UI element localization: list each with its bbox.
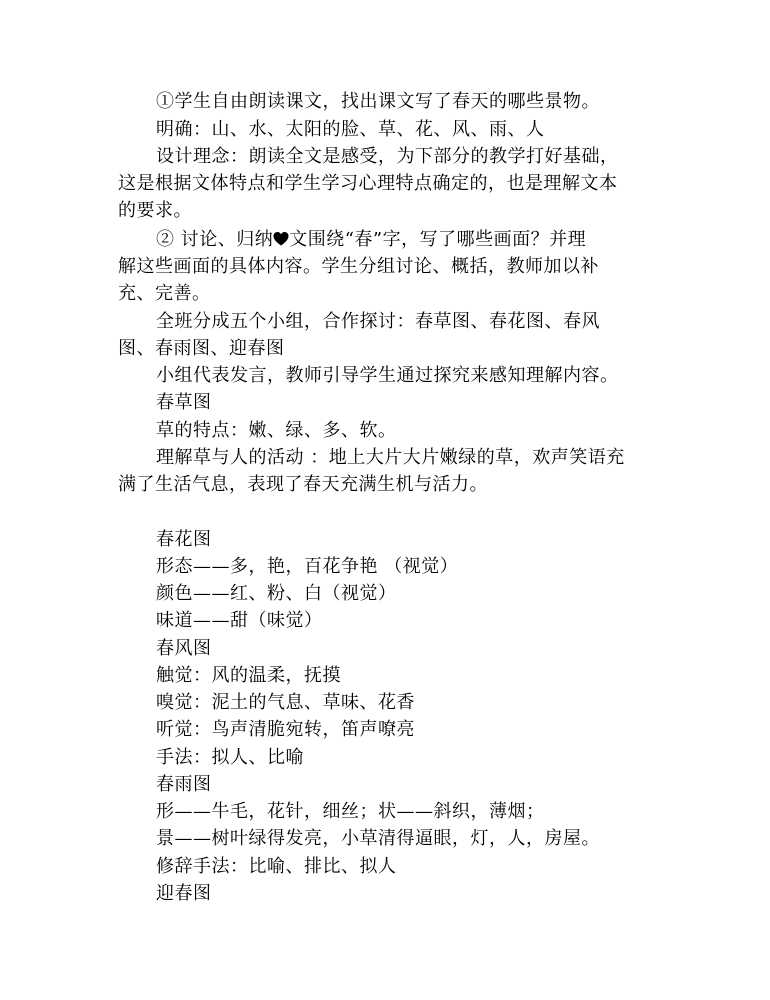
text-line: 明确：山、水、太阳的脸、草、花、风、雨、人 <box>156 119 545 140</box>
text-line: ①学生自由朗读课文，找出课文写了春天的哪些景物。 <box>156 91 600 112</box>
text-line: 理解草与人的活动 ：地上大片大片嫩绿的草，欢声笑语充 <box>156 447 625 468</box>
text-line: 迎春图 <box>156 883 212 904</box>
text-line: 形态——多，艳，百花争艳 （视觉） <box>156 556 459 577</box>
text-line: 春花图 <box>156 529 212 550</box>
text-line: 春草图 <box>156 392 212 413</box>
text-line: 这是根据文体特点和学生学习心理特点确定的，也是理解文本 <box>118 173 618 194</box>
text-line: 设计理念：朗读全文是感受，为下部分的教学打好基础， <box>156 146 619 167</box>
text-line: 的要求。 <box>118 200 192 221</box>
text-line: 草的特点：嫩、绿、多、软。 <box>156 420 397 441</box>
text-line: 景——树叶绿得发亮，小草清得逼眼，灯，人，房屋。 <box>156 828 600 849</box>
text-line: 解这些画面的具体内容。学生分组讨论、概括，教师加以补 <box>118 256 599 277</box>
text-line: 嗅觉：泥土的气息、草味、花香 <box>156 692 415 713</box>
text-line: 手法：拟人、比喻 <box>156 747 304 768</box>
text-line: 触觉：风的温柔，抚摸 <box>156 665 341 686</box>
text-line: 听觉：鸟声清脆宛转，笛声嘹亮 <box>156 719 415 740</box>
text-line: 颜色——红、粉、白（视觉） <box>156 583 397 604</box>
text-line: 满了生活气息，表现了春天充满生机与活力。 <box>118 474 488 495</box>
text-segment: 文围绕“春”字，写了哪些画面？并理 <box>289 229 587 250</box>
text-line: 形——牛毛，花针，细丝；状——斜织，薄烟； <box>156 801 545 822</box>
text-line: 小组代表发言，教师引导学生通过探究来感知理解内容。 <box>156 365 619 386</box>
text-segment: ② 讨论、归纳 <box>156 229 274 250</box>
text-line: 全班分成五个小组，合作探讨：春草图、春花图、春风 <box>156 311 600 332</box>
text-line: 春风图 <box>156 638 212 659</box>
heart-icon <box>273 231 289 247</box>
text-line: 味道——甜（味觉） <box>156 610 323 631</box>
text-line: 春雨图 <box>156 774 212 795</box>
text-line: 修辞手法：比喻、排比、拟人 <box>156 856 397 877</box>
text-line-with-heart <box>156 226 586 253</box>
text-line: 图、春雨图、迎春图 <box>118 338 285 359</box>
text-line: 充、完善。 <box>118 283 211 304</box>
